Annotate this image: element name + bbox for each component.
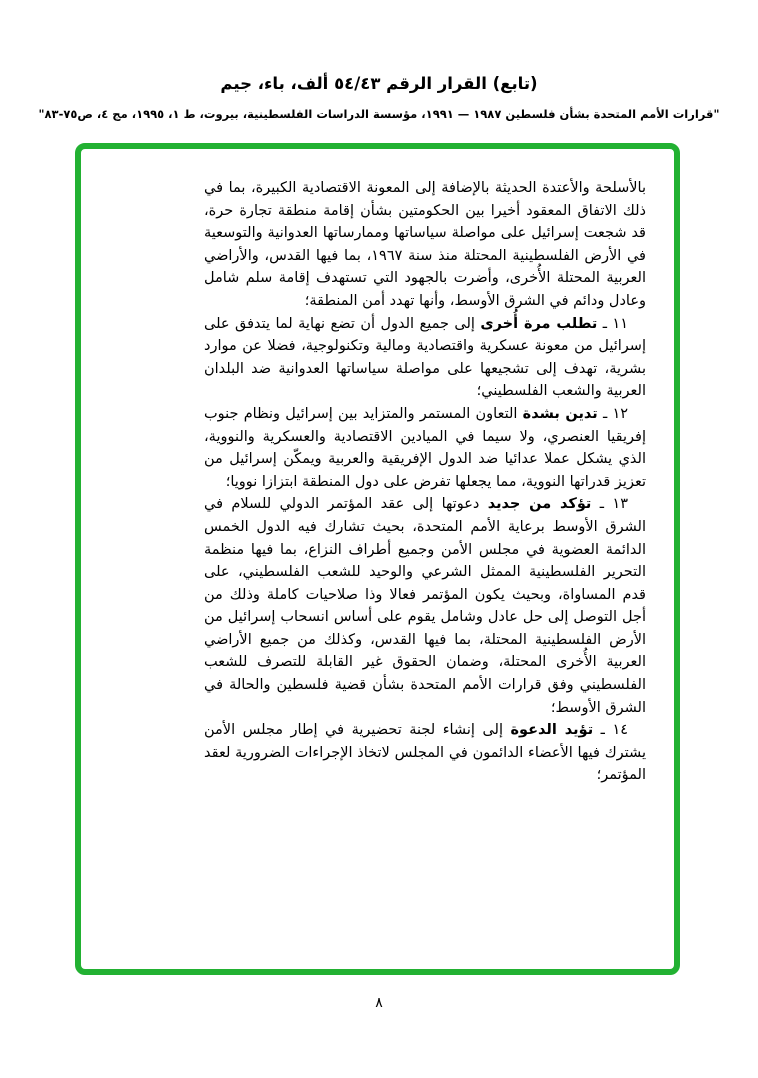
paragraph-12-text: التعاون المستمر والمتزايد بين إسرائيل ونظام جنوب إفريقيا العنصري، ولا سيما في الميادين الاقتصادية والعسكرية والنووية، الذي يشكل عملا عدائيا ضد الدول الإفريقية والعربية ويمكّن إسرائيل من تعزيز قدراتها النووية، مما يجعلها تفرض على دول المنطقة ابتزازا نوويا؛ <box>204 405 646 490</box>
page-number: ٨ <box>375 995 383 1011</box>
resolution-title: (تابع) القرار الرقم ٥٤/٤٣ ألف، باء، جيم <box>220 74 538 93</box>
paragraph-11-lead: تطلب مرة أُخرى <box>480 315 598 332</box>
paragraph-13-text: دعوتها إلى عقد المؤتمر الدولي للسلام في الشرق الأوسط برعاية الأمم المتحدة، بحيث تشارك فيه الدول الخمس الدائمة العضوية في مجلس الأمن وجميع أطراف النزاع، بما فيها منظمة التحرير الفلسطينية الممثل الشرعي والوحيد للشعب الفلسطيني، على قدم المساواة، وبحيث يكون المؤتمر فعالا وذا صلاحيات كاملة وذلك من أجل التوصل إلى حل عادل وشامل يقوم على أساس انسحاب إسرائيل من الأرض الفلسطينية المحتلة، بما فيها القدس، وكذلك من جميع الأراضي العربية الأُخرى المحتلة، وضمان الحقوق غير القابلة للتصرف للشعب الفلسطيني وفق قرارات الأمم المتحدة بشأن قضية فلسطين والحالة في الشرق الأوسط؛ <box>204 496 646 716</box>
paragraph-14-number: ١٤ <box>612 722 629 739</box>
paragraph-14-lead: تؤيد الدعوة <box>510 722 594 739</box>
paragraph-12-number: ١٢ <box>612 405 629 422</box>
paragraph-intro: بالأسلحة والأعتدة الحديثة بالإضافة إلى المعونة الاقتصادية الكبيرة، بما في ذلك الاتفاق المعقود أخيرا بين الحكومتين بشأن إقامة منطقة تجارة حرة، قد شجعت إسرائيل على مواصلة سياساتها وممارساتها العدوانية والتوسعية في الأرض الفلسطينية المحتلة منذ سنة ١٩٦٧، بما فيها القدس، والأراضي العربية المحتلة الأُخرى، وأضرت بالجهود التي تستهدف إقامة سلم شامل وعادل ودائم في الشرق الأوسط، وأنها تهدد أمن المنطقة؛ <box>204 180 646 309</box>
paragraph-12 <box>204 403 646 493</box>
paragraph-14-dash: ـ <box>600 722 605 739</box>
paragraph-14-text: إلى إنشاء لجنة تحضيرية في إطار مجلس الأمن يشترك فيها الأعضاء الدائمون في المجلس لاتخاذ الإجراءات الضرورية لعقد المؤتمر؛ <box>204 722 646 784</box>
paragraph-13-dash: ـ <box>599 496 605 513</box>
paragraph-11-dash: ـ <box>602 315 607 332</box>
paragraph-11-text: إلى جميع الدول أن تضع نهاية لما يتدفق على إسرائيل من معونة عسكرية واقتصادية ومالية وتكنولوجية، فضلا عن موارد بشرية، تهدف إلى تشجيعها على مواصلة سياساتها العدوانية ضد البلدان العربية والشعب الفلسطيني؛ <box>204 315 646 400</box>
paragraph-11 <box>204 313 646 403</box>
paragraph-13-number: ١٣ <box>612 496 628 513</box>
paragraph-14 <box>204 719 646 787</box>
source-citation: "قرارات الأمم المتحدة بشأن فلسطين ١٩٨٧ — ١٩٩١، مؤسسة الدراسات الفلسطينية، بيروت، ط ١، ١٩٩٥، مج ٤، ص٧٥-٨٣" <box>38 107 720 121</box>
paragraph-12-dash: ـ <box>602 405 608 422</box>
paragraph-13-lead: تؤكد من جديد <box>487 496 592 513</box>
paragraph-11-number: ١١ <box>612 315 628 332</box>
paragraph-12-lead: تدين بشدة <box>522 405 598 422</box>
resolution-body <box>204 177 646 787</box>
paragraph-13 <box>204 493 646 719</box>
